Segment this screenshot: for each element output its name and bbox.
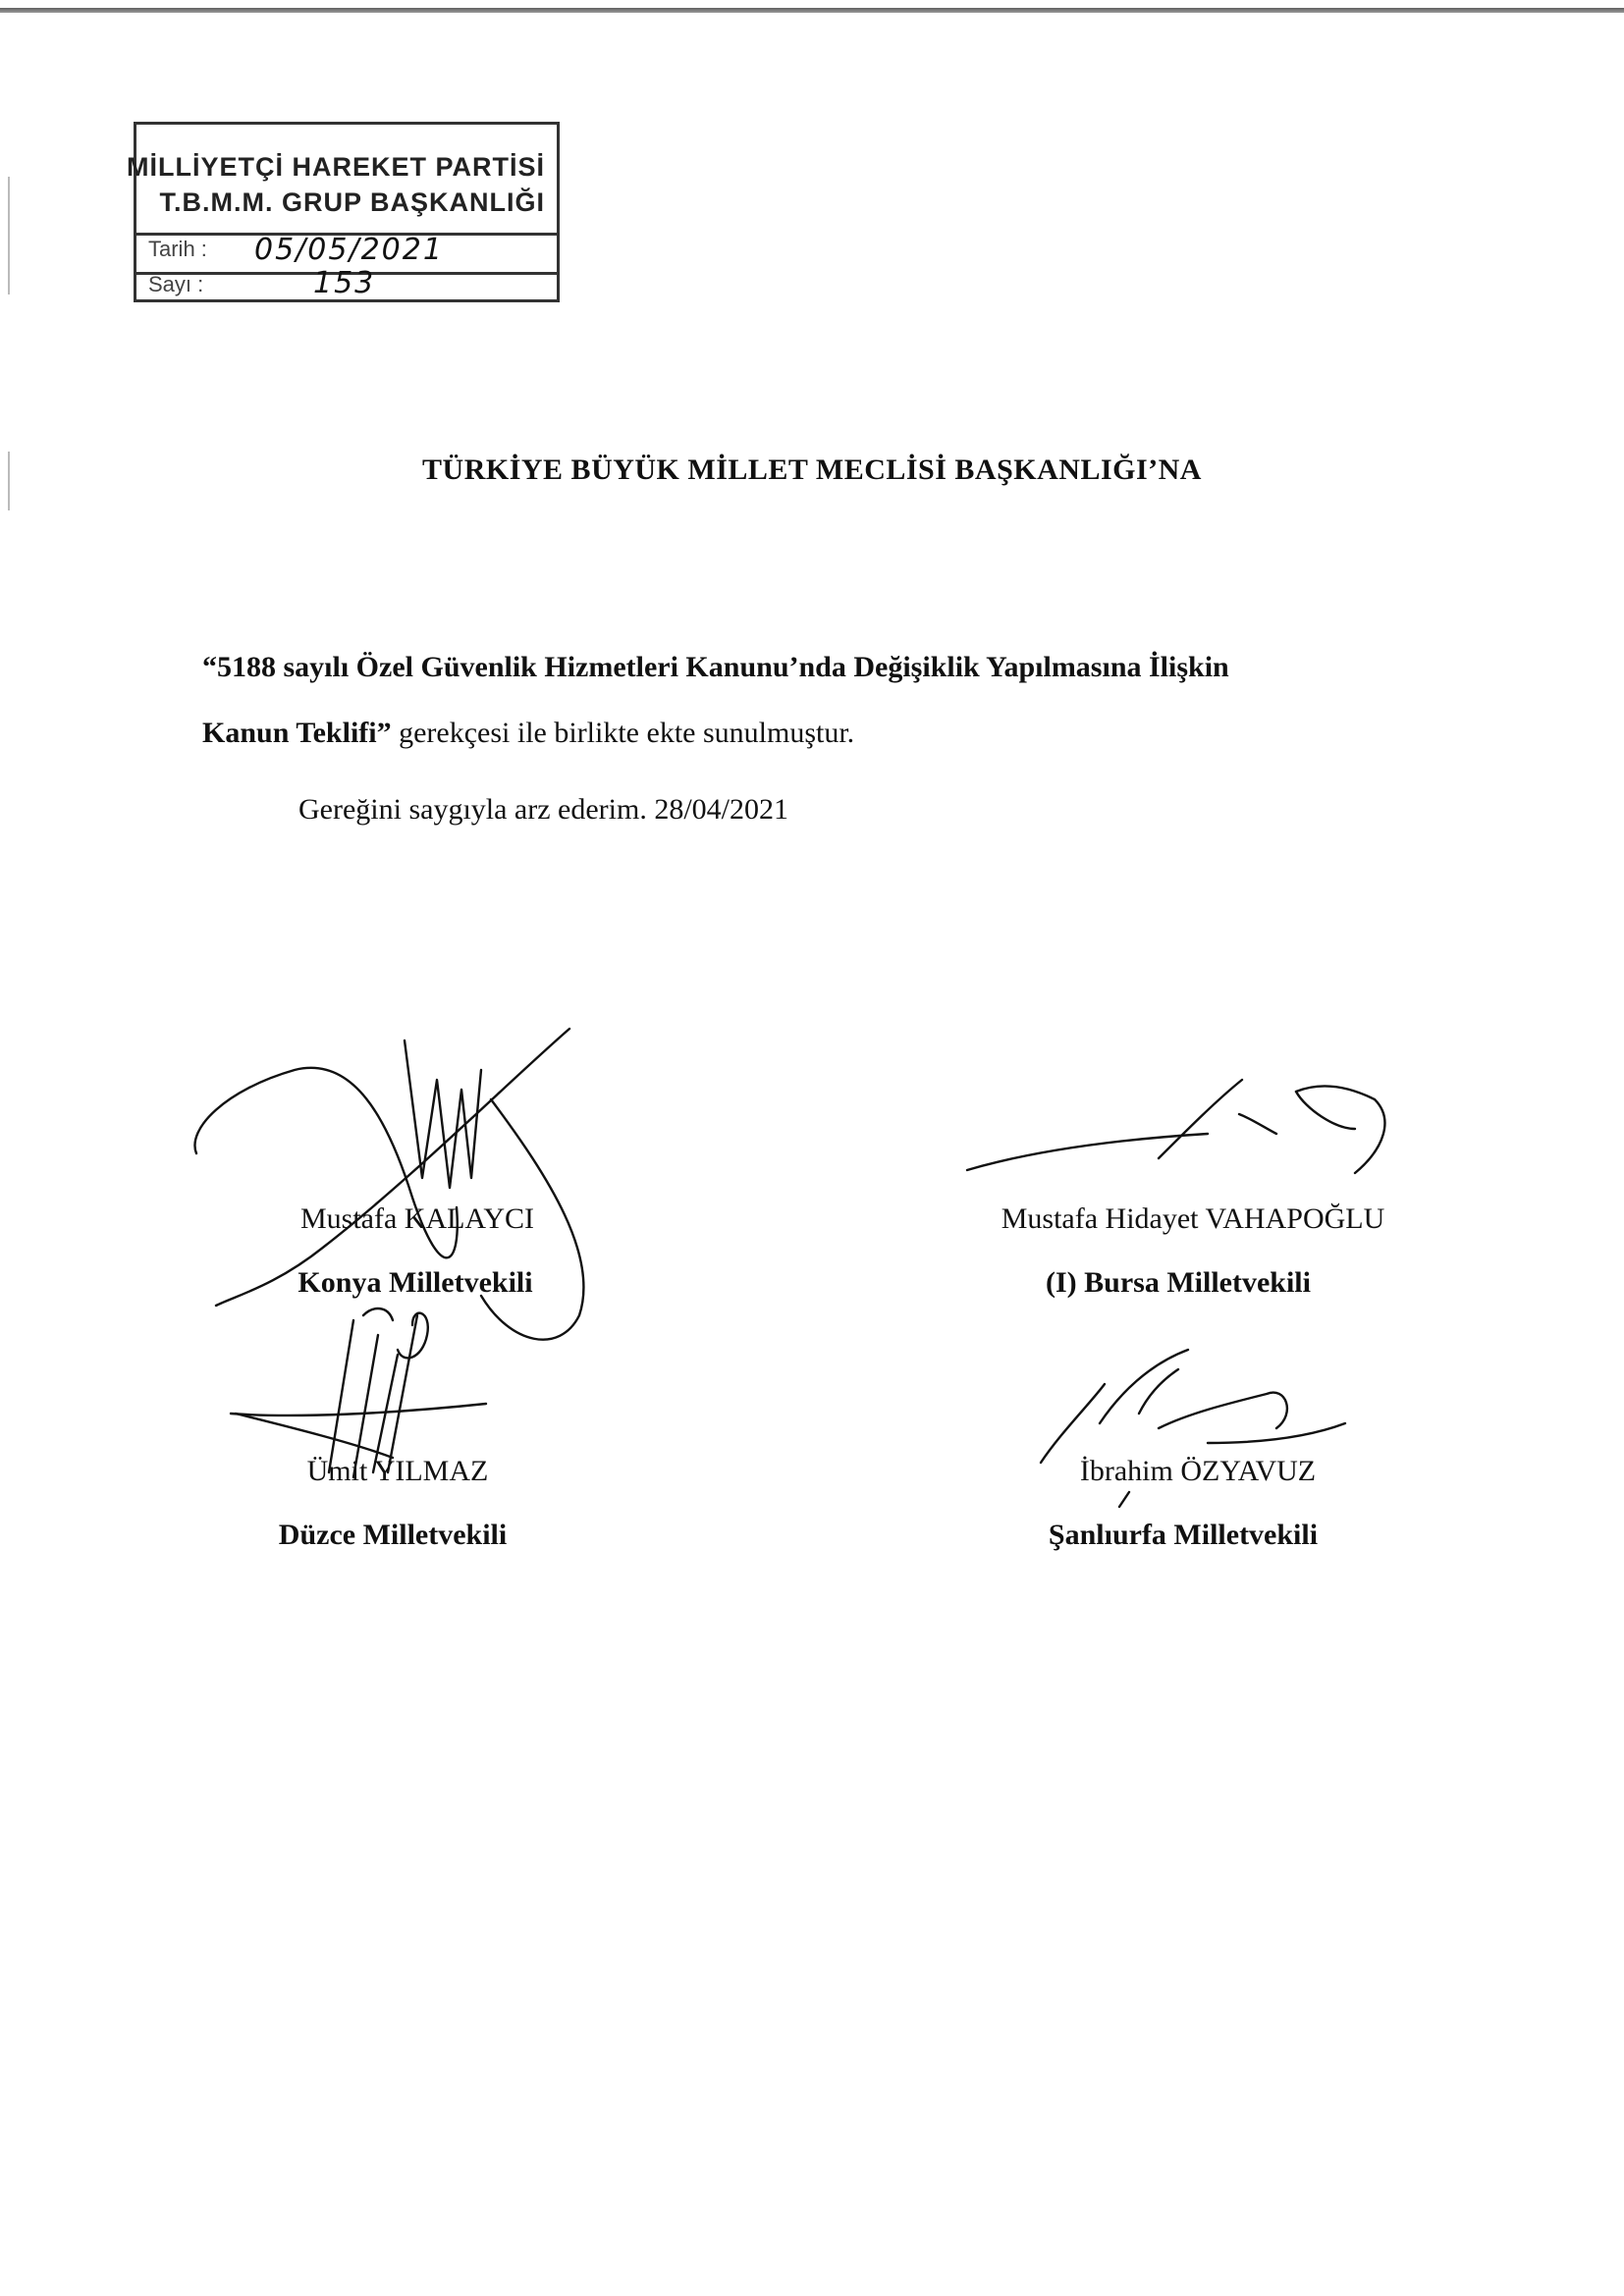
paragraph-1-rest: gerekçesi ile birlikte ekte sunulmuştur.: [391, 717, 855, 749]
closing-paragraph: Gereğini saygıyla arz ederim. 28/04/2021: [298, 793, 789, 826]
signature-vahapoglu: [967, 1080, 1384, 1173]
signatory-2-title: (I) Bursa Milletvekili: [1046, 1266, 1311, 1299]
signatory-4-name: İbrahim ÖZYAVUZ: [1079, 1455, 1317, 1487]
signatory-3-name: Ümit YILMAZ: [306, 1455, 489, 1487]
stamp-number-value: 153: [313, 266, 376, 300]
stamp-org-line1: MİLLİYETÇİ HAREKET PARTİSİ: [126, 152, 545, 182]
signature-yilmaz: [231, 1308, 486, 1477]
document-title: TÜRKİYE BÜYÜK MİLLET MECLİSİ BAŞKANLIĞI’NA: [422, 454, 1202, 486]
signatory-4-title: Şanlıurfa Milletvekili: [1048, 1519, 1319, 1551]
signatory-2-name: Mustafa Hidayet VAHAPOĞLU: [1001, 1202, 1385, 1235]
signatory-1-name: Mustafa KALAYCI: [299, 1202, 535, 1235]
signatory-3-title: Düzce Milletvekili: [278, 1519, 508, 1551]
stamp-date-label: Tarih :: [148, 237, 207, 261]
signatory-1-title: Konya Milletvekili: [298, 1266, 533, 1299]
stamp-number-label: Sayı :: [148, 272, 204, 296]
stamp-org-line2: T.B.M.M. GRUP BAŞKANLIĞI: [159, 187, 545, 217]
stamp-date-value: 05/05/2021: [254, 233, 444, 267]
bill-name-end: Kanun Teklifi”: [202, 717, 392, 749]
paragraph-1-line-1: “5188 sayılı Özel Güvenlik Hizmetleri Kanunu’nda Değişiklik Yapılmasına İlişkin: [202, 651, 1229, 683]
